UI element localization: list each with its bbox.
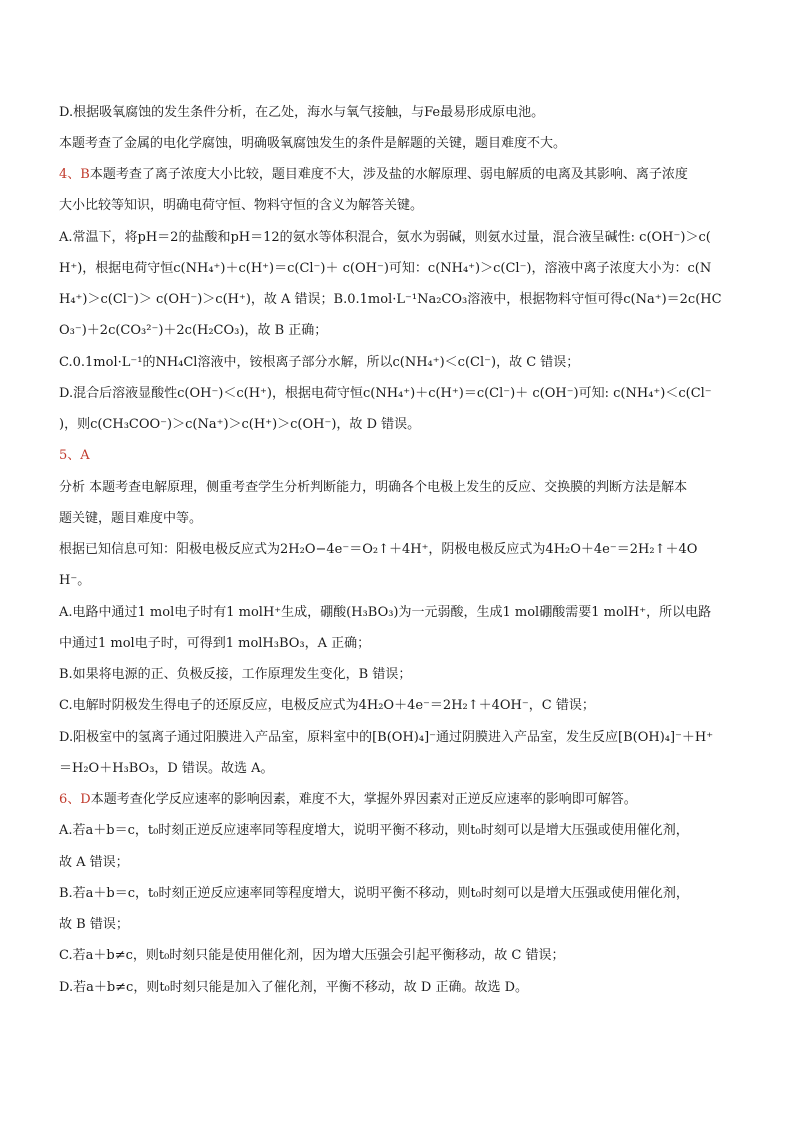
text-line: C.电解时阴极发生得电子的还原反应，电极反应式为4H₂O＋4e⁻＝2H₂↑＋4OH⁻，C 错误； [59,698,595,713]
text-line: 题关键，题目难度中等。 [59,511,203,526]
text-line [59,446,749,466]
text-line: C.0.1mol·L⁻¹的NH₄Cl溶液中，铵根离子部分水解，所以c(NH₄⁺)＜c(Cl⁻)，故 C 错误； [59,355,580,370]
text-line: H₄⁺)＞c(Cl⁻)＞ c(OH⁻)＞c(H⁺)，故 A 错误；B.0.1mol·L⁻¹Na₂CO₃溶液中，根据物料守恒可得c(Na⁺)＝2c(HC [59,292,722,307]
text-line: D.混合后溶液显酸性c(OH⁻)＜c(H⁺)，根据电荷守恒c(NH₄⁺)＋c(H⁺)＝c(Cl⁻)＋ c(OH⁻)可知: c(NH₄⁺)＜c(Cl⁻ [59,386,712,401]
text-line: 分析 本题考查电解原理，侧重考查学生分析判断能力，明确各个电极上发生的反应、交换膜的判断方法是解本 [59,480,688,495]
text-line: H⁺)，根据电荷守恒c(NH₄⁺)＋c(H⁺)＝c(Cl⁻)＋ c(OH⁻)可知：c(NH₄⁺)＞c(Cl⁻)，溶液中离子浓度大小为：c(N [59,261,712,276]
text-line: 根据已知信息可知：阳极电极反应式为2H₂O−4e⁻＝O₂↑＋4H⁺，阴极电极反应式为4H₂O＋4e⁻＝2H₂↑＋4O [59,542,698,557]
text-line: 6、D本题考查化学反应速率的影响因素，难度不大，掌握外界因素对正逆反应速率的影响即可解答。 [59,792,637,807]
text-line: C.若a＋b≠c，则t₀时刻只能是使用催化剂，因为增大压强会引起平衡移动，故 C 错误； [59,948,565,963]
text-line: 本题考查了金属的电化学腐蚀，明确吸氧腐蚀发生的条件是解题的关键，题目难度不大。 [59,136,567,151]
question-number: 6、D [59,792,91,807]
question-number: 5、A [59,448,90,463]
text-line: A.电路中通过1 mol电子时有1 molH⁺生成，硼酸(H₃BO₃)为一元弱酸，生成1 mol硼酸需要1 molH⁺，所以电路 [59,605,712,620]
text-line: D.根据吸氧腐蚀的发生条件分析，在乙处，海水与氧气接触，与Fe最易形成原电池。 [59,105,545,120]
text-line: 中通过1 mol电子时，可得到1 molH₃BO₃，A 正确； [59,636,371,651]
question-number: 4、B [59,167,90,182]
text-line: 4、B本题考查了离子浓度大小比较，题目难度不大，涉及盐的水解原理、弱电解质的电离及其影响、离子浓度 [59,167,688,182]
text-line: 故 A 错误； [59,855,129,870]
text-line: )，则c(CH₃COO⁻)＞c(Na⁺)＞c(H⁺)＞c(OH⁻)，故 D 错误。 [59,417,421,432]
text-line: A.若a＋b＝c，t₀时刻正逆反应速率同等程度增大，说明平衡不移动，则t₀时刻可以是增大压强或使用催化剂， [59,823,689,838]
text-line: ＝H₂O＋H₃BO₃，D 错误。故选 A。 [59,761,274,776]
text-line: A.常温下，将pH＝2的盐酸和pH＝12的氨水等体积混合，氨水为弱碱，则氨水过量，混合液呈碱性: c(OH⁻)＞c( [59,230,711,245]
text-line: D.若a＋b≠c，则t₀时刻只能是加入了催化剂，平衡不移动，故 D 正确。故选 D。 [59,980,529,995]
text-line: O₃⁻)＋2c(CO₃²⁻)＋2c(H₂CO₃)，故 B 正确； [59,323,328,338]
text-line: B.若a＋b＝c，t₀时刻正逆反应速率同等程度增大，说明平衡不移动，则t₀时刻可以是增大压强或使用催化剂， [59,886,689,901]
text-line: 故 B 错误； [59,917,129,932]
text-line: D.阳极室中的氢离子通过阳膜进入产品室，原料室中的[B(OH)₄]⁻通过阴膜进入产品室，发生反应[B(OH)₄]⁻＋H⁺ [59,730,714,745]
text-line: H⁻。 [59,573,91,588]
text-line: 大小比较等知识，明确电荷守恒、物料守恒的含义为解答关键。 [59,198,424,213]
text-line: B.如果将电源的正、负极反接，工作原理发生变化，B 错误； [59,667,412,682]
